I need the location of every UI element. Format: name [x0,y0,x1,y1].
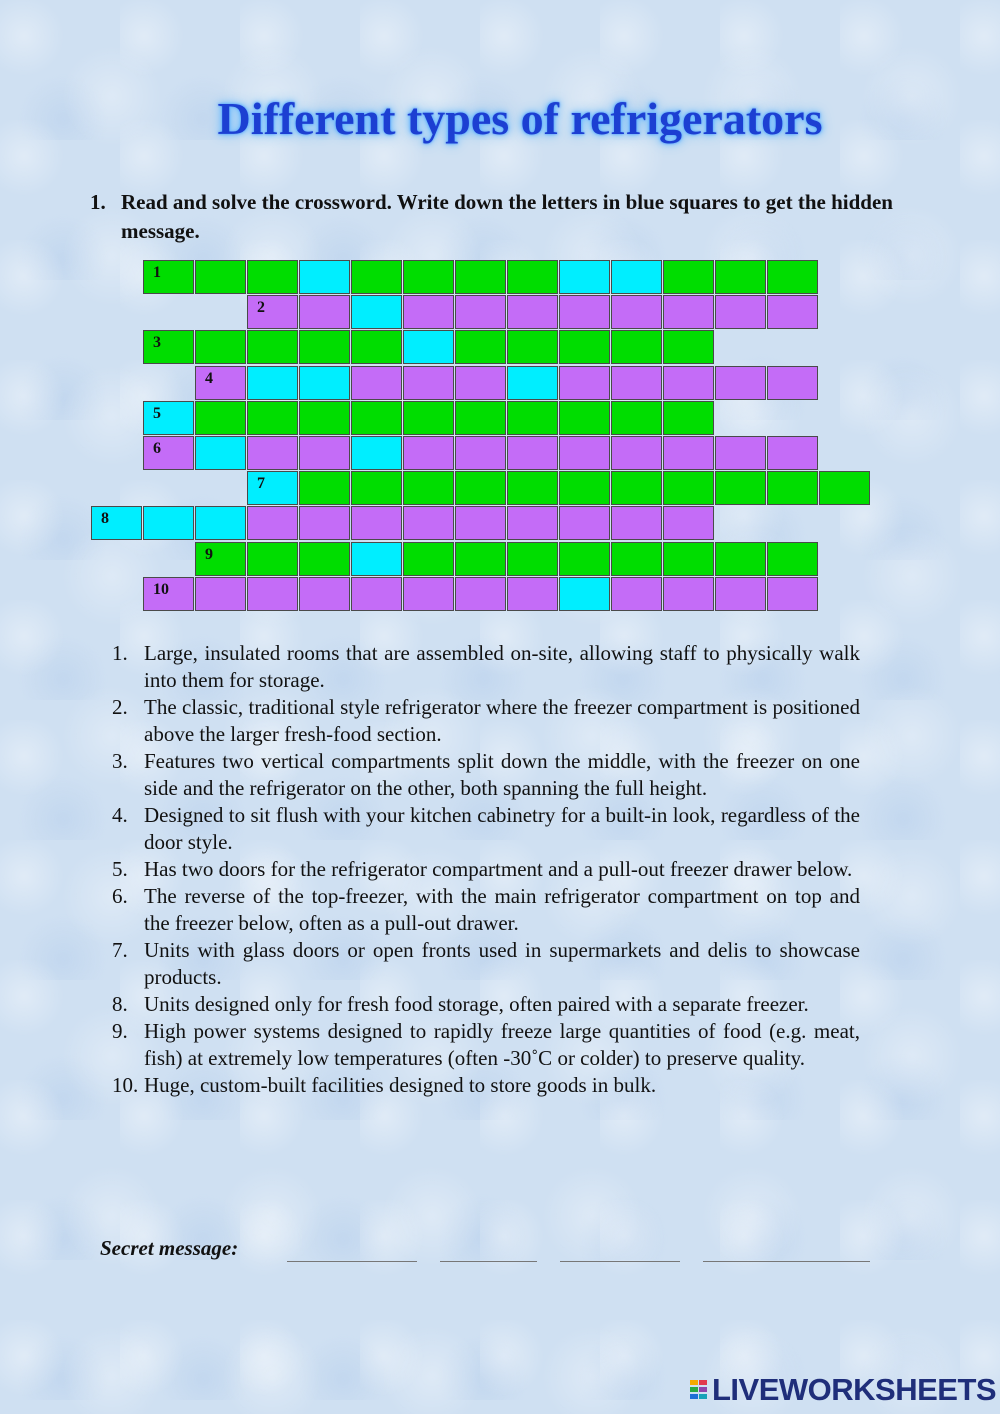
crossword-cell[interactable] [299,295,350,329]
crossword-cell[interactable] [351,506,402,540]
secret-message-label: Secret message: [100,1236,239,1260]
crossword-cell[interactable] [195,577,246,611]
crossword-cell[interactable] [455,260,506,294]
crossword-cell[interactable] [611,366,662,400]
crossword-cell[interactable] [247,330,298,364]
crossword-cell[interactable] [663,471,714,505]
crossword-cell[interactable] [455,295,506,329]
crossword-cell[interactable] [299,401,350,435]
crossword-cell[interactable] [403,542,454,576]
crossword-cell[interactable] [403,260,454,294]
crossword-cell[interactable] [767,260,818,294]
crossword-cell[interactable] [507,260,558,294]
liveworksheets-logo [690,1372,996,1408]
clue-item [112,802,860,856]
crossword-cell[interactable] [507,295,558,329]
clue-number: 4 [205,369,213,387]
crossword-cell[interactable] [403,436,454,470]
crossword-cell[interactable] [559,506,610,540]
crossword-cell[interactable] [559,295,610,329]
crossword-cell[interactable] [143,436,194,470]
liveworksheets-logo-icon [690,1378,708,1402]
clue-item-number: 10. [112,1073,139,1097]
clue-number: 8 [101,510,109,528]
crossword-cell[interactable] [351,542,402,576]
crossword-cell[interactable] [403,577,454,611]
clue-number: 5 [153,404,161,422]
secret-blank-3[interactable] [560,1261,680,1262]
crossword-cell[interactable] [507,506,558,540]
crossword-cell[interactable] [247,542,298,576]
crossword-cell[interactable] [351,295,402,329]
instruction [90,188,930,246]
crossword-cell[interactable] [195,401,246,435]
clue-item-text: Features two vertical compartments split down the middle, with the freezer on one side and the refrigerator on the other, both spanning the full height. [144,749,860,800]
crossword-cell[interactable] [143,577,194,611]
clue-item-number: 3. [112,749,128,773]
clue-item [112,856,860,883]
crossword-cell[interactable] [143,401,194,435]
crossword-cell[interactable] [403,401,454,435]
crossword-cell[interactable] [247,436,298,470]
clue-number: 6 [153,440,161,457]
crossword-cell[interactable] [195,436,246,470]
crossword-cell[interactable] [195,542,246,576]
crossword-cell[interactable] [403,366,454,400]
crossword-cell[interactable] [611,295,662,329]
crossword-cell[interactable] [455,542,506,576]
crossword-cell[interactable] [663,506,714,540]
clue-item-number: 8. [112,992,128,1016]
crossword-cell[interactable] [403,295,454,329]
crossword-cell[interactable] [767,471,818,505]
crossword-cell[interactable] [663,542,714,576]
crossword-cell[interactable] [299,330,350,364]
clue-item-text: High power systems designed to rapidly freeze large quantities of food (e.g. meat, fish) at extremely low temperatures (often -30˚C or colder) to preserve quality. [144,1019,860,1070]
crossword-cell[interactable] [611,542,662,576]
clue-item-text: Designed to sit flush with your kitchen cabinetry for a built-in look, regardless of the door style. [144,803,860,854]
clue-item-number: 6. [112,884,128,908]
crossword-cell[interactable] [299,577,350,611]
clue-item-number: 7. [112,938,128,962]
crossword-cell[interactable] [351,366,402,400]
logo-text: LIVEWORKSHEETS [712,1372,997,1407]
clue-item-text: The reverse of the top-freezer, with the main refrigerator compartment on top and the freezer below, often as a pull-out drawer. [144,884,860,935]
clue-number: 7 [257,475,265,493]
crossword-cell[interactable] [351,260,402,294]
clue-item [112,1018,860,1072]
crossword-cell[interactable] [715,295,766,329]
crossword-cell[interactable] [559,330,610,364]
clue-list [112,640,860,1099]
clue-item-text: Units designed only for fresh food storage, often paired with a separate freezer. [144,992,809,1016]
secret-blank-2[interactable] [440,1261,537,1262]
crossword-cell[interactable] [91,506,142,540]
crossword-cell[interactable] [507,401,558,435]
instruction-text: Read and solve the crossword. Write down the letters in blue squares to get the hidden message. [121,190,893,243]
secret-blank-4[interactable] [703,1261,870,1262]
crossword-cell[interactable] [663,260,714,294]
crossword-cell[interactable] [663,366,714,400]
crossword-cell[interactable] [559,436,610,470]
crossword-cell[interactable] [507,436,558,470]
crossword-cell[interactable] [351,436,402,470]
crossword-cell[interactable] [611,330,662,364]
clue-number: 3 [153,334,161,352]
crossword-cell[interactable] [507,330,558,364]
crossword-cell[interactable] [819,471,870,505]
crossword-cell[interactable] [247,506,298,540]
crossword-cell[interactable] [299,542,350,576]
crossword-cell[interactable] [247,260,298,294]
crossword-cell[interactable] [507,471,558,505]
crossword-cell[interactable] [299,471,350,505]
crossword-cell[interactable] [507,577,558,611]
clue-item [112,991,860,1018]
crossword-cell[interactable] [767,577,818,611]
crossword-cell[interactable] [455,401,506,435]
crossword-cell[interactable] [403,471,454,505]
crossword-cell[interactable] [143,330,194,364]
crossword-cell[interactable] [663,577,714,611]
crossword-cell[interactable] [351,577,402,611]
crossword-cell[interactable] [299,506,350,540]
crossword-cell[interactable] [767,295,818,329]
crossword-cell[interactable] [559,401,610,435]
crossword-cell[interactable] [247,401,298,435]
clue-item [112,883,860,937]
crossword-cell[interactable] [715,436,766,470]
crossword-cell[interactable] [663,330,714,364]
clue-item-number: 5. [112,857,128,881]
crossword-cell[interactable] [247,295,298,329]
secret-blank-1[interactable] [287,1261,417,1262]
clue-item-number: 1. [112,641,128,665]
crossword-cell[interactable] [195,260,246,294]
page-title: Different types of refrigerators [217,93,823,144]
crossword-cell[interactable] [559,542,610,576]
crossword-cell[interactable] [455,506,506,540]
clue-number: 10 [153,580,169,598]
clue-number: 1 [153,264,161,281]
crossword-cell[interactable] [455,577,506,611]
crossword-cell[interactable] [351,401,402,435]
clue-item-number: 2. [112,695,128,719]
crossword-cell[interactable] [403,330,454,364]
crossword-cell[interactable] [715,471,766,505]
crossword-cell[interactable] [663,401,714,435]
crossword-cell[interactable] [455,471,506,505]
clue-item-text: Large, insulated rooms that are assembled on-site, allowing staff to physically walk into them for storage. [144,641,860,692]
clue-number: 9 [205,545,213,563]
crossword-cell[interactable] [663,436,714,470]
clue-item [112,694,860,748]
crossword-cell[interactable] [611,471,662,505]
crossword-cell[interactable] [403,506,454,540]
clue-item-text: The classic, traditional style refrigerator where the freezer compartment is positioned above the larger fresh-food section. [144,695,860,746]
crossword-cell[interactable] [143,260,194,294]
crossword-cell[interactable] [455,330,506,364]
crossword-cell[interactable] [611,436,662,470]
crossword-cell[interactable] [195,330,246,364]
clue-item-number: 4. [112,803,128,827]
crossword-cell[interactable] [195,506,246,540]
crossword-cell[interactable] [455,366,506,400]
clue-item [112,1072,860,1099]
crossword-cell[interactable] [715,542,766,576]
crossword-cell[interactable] [715,366,766,400]
clue-item [112,640,860,694]
clue-item-text: Has two doors for the refrigerator compartment and a pull-out freezer drawer below. [144,857,853,881]
crossword-cell[interactable] [247,471,298,505]
crossword-cell[interactable] [715,577,766,611]
crossword-cell[interactable] [559,260,610,294]
crossword-cell[interactable] [455,436,506,470]
clue-item-text: Huge, custom-built facilities designed to store goods in bulk. [144,1073,657,1097]
crossword-cell[interactable] [507,542,558,576]
crossword-cell[interactable] [559,577,610,611]
clue-item-number: 9. [112,1019,128,1043]
crossword-cell[interactable] [299,260,350,294]
crossword-cell[interactable] [299,436,350,470]
crossword-cell[interactable] [351,330,402,364]
crossword-cell[interactable] [247,366,298,400]
instruction-number: 1. [90,190,106,214]
crossword-cell[interactable] [767,542,818,576]
clue-item [112,748,860,802]
crossword-cell[interactable] [611,401,662,435]
crossword-cell[interactable] [663,295,714,329]
crossword-cell[interactable] [611,506,662,540]
crossword-cell[interactable] [559,471,610,505]
crossword-cell[interactable] [351,471,402,505]
crossword-cell[interactable] [247,577,298,611]
crossword-cell[interactable] [559,366,610,400]
crossword-cell[interactable] [611,577,662,611]
clue-number: 2 [257,299,265,317]
crossword-cell[interactable] [143,506,194,540]
clue-item [112,937,860,991]
crossword-cell[interactable] [611,260,662,294]
crossword-cell[interactable] [767,436,818,470]
crossword-cell[interactable] [507,366,558,400]
crossword-cell[interactable] [767,366,818,400]
crossword-cell[interactable] [299,366,350,400]
clue-item-text: Units with glass doors or open fronts used in supermarkets and delis to showcase products. [144,938,860,989]
crossword-cell[interactable] [195,366,246,400]
crossword-cell[interactable] [715,260,766,294]
